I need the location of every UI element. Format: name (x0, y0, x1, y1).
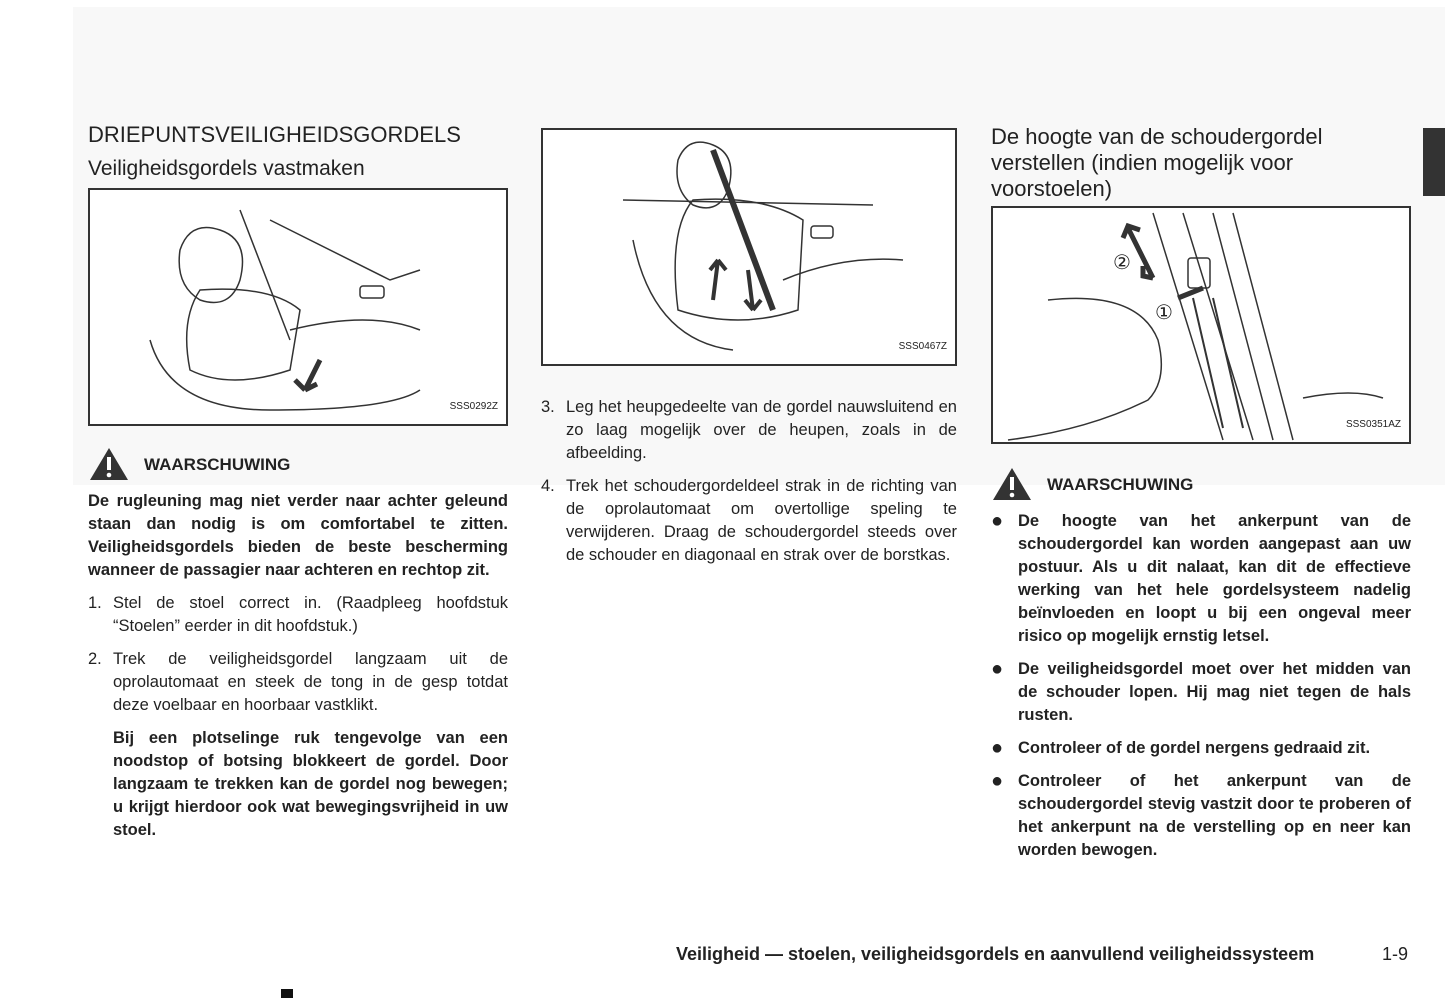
callout-2: ② (1113, 252, 1131, 274)
step-item (541, 396, 957, 465)
column-1 (88, 122, 508, 842)
scan-mark (281, 989, 293, 998)
bullet-text: Controleer of het ankerpunt van de schoudergordel stevig vastzit door te proberen of het ankerpunt na de verstelling op en neer kan worden bewogen. (1018, 772, 1411, 859)
warning-text: De rugleuning mag niet verder naar achter geleund staan dan nodig is om comfortabel te zitten. Veiligheidsgordels bieden de beste bescherming wanneer de passagier naar achteren en rechtop zit. (88, 492, 508, 579)
seatbelt-illustration (543, 130, 955, 364)
bullet-text: Controleer of de gordel nergens gedraaid zit. (1018, 739, 1371, 757)
column-2 (541, 128, 957, 577)
step-item (88, 648, 508, 717)
figure-code: SSS0467Z (898, 341, 947, 352)
bullet-item (991, 658, 1411, 727)
bullet-item (991, 510, 1411, 648)
step-number: 4. (541, 477, 555, 495)
figure-code: SSS0351AZ (1345, 419, 1401, 430)
bullet-item (991, 737, 1411, 760)
warning-triangle-icon (88, 446, 130, 482)
step-text: Trek de veiligheidsgordel langzaam uit de oprolautomaat en steek de tong in de gesp totdat deze voelbaar en hoorbaar vastklikt. (113, 650, 508, 714)
step-item (541, 475, 957, 567)
warning-triangle-icon (991, 466, 1033, 502)
bullet-text: De veiligheidsgordel moet over het midden van de schouder lopen. Hij mag niet tegen de hals rusten. (1018, 660, 1411, 724)
bullet-icon: ● (991, 658, 1004, 680)
seatbelt-illustration (90, 190, 506, 424)
anchor-illustration (993, 208, 1409, 442)
footer-chapter-title: Veiligheid — stoelen, veiligheidsgordels en aanvullend veiligheidssysteem (676, 944, 1315, 964)
warning-label: WAARSCHUWING (144, 454, 291, 474)
steps-list (541, 396, 957, 567)
section-subtitle: Veiligheidsgordels vastmaken (88, 157, 365, 180)
bullet-icon: ● (991, 770, 1004, 792)
step-text: Leg het heupgedeelte van de gordel nauwsluitend en zo laag mogelijk over de heupen, zoals in de afbeelding. (566, 398, 957, 462)
step-number: 1. (88, 594, 102, 612)
figure-anchor-height (991, 206, 1411, 444)
page-number: 1-9 (1382, 944, 1409, 964)
section-title: De hoogte van de schoudergordel verstellen (indien mogelijk voor voorstoelen) (991, 124, 1323, 201)
warning-label: WAARSCHUWING (1047, 474, 1194, 494)
bullet-text: De hoogte van het ankerpunt van de schoudergordel kan worden aangepast aan uw postuur. Als u dit nalaat, kan dit de effectieve werking van het hele gordelsysteem nadelig beïnvloeden en loopt u bij een ongeval meer risico op mogelijk ernstig letsel. (1018, 512, 1411, 645)
bullet-icon: ● (991, 510, 1004, 532)
warning-header (991, 466, 1411, 502)
bullet-item (991, 770, 1411, 862)
warning-bullets (991, 510, 1411, 862)
figure-adjust-belt (541, 128, 957, 366)
step-text: Trek het schoudergordeldeel strak in de richting van de oprolautomaat om overtollige speling te verwijderen. Draag de schoudergordel steeds over de schouder en diagonaal en strak over de borstkas. (566, 477, 957, 564)
step-number: 2. (88, 650, 102, 668)
warning-header (88, 446, 508, 482)
step-text: Stel de stoel correct in. (Raadpleeg hoofdstuk “Stoelen” eerder in dit hoofdstuk.) (113, 594, 508, 635)
figure-fasten-belt (88, 188, 508, 426)
step-number: 3. (541, 398, 555, 416)
step-item (88, 592, 508, 638)
callout-1: ① (1155, 302, 1173, 324)
bullet-icon: ● (991, 737, 1004, 759)
figure-code: SSS0292Z (449, 401, 498, 412)
column-3 (991, 124, 1411, 872)
chapter-tab (1423, 128, 1445, 196)
section-title: DRIEPUNTSVEILIGHEIDSGORDELS (88, 122, 461, 147)
step-note: Bij een plotselinge ruk tengevolge van een noodstop of botsing blokkeert de gordel. Door langzaam te trekken kan de gordel nog bewegen; u krijgt hierdoor ook wat bewegingsvrijheid in uw stoel. (113, 729, 508, 839)
steps-list (88, 592, 508, 717)
